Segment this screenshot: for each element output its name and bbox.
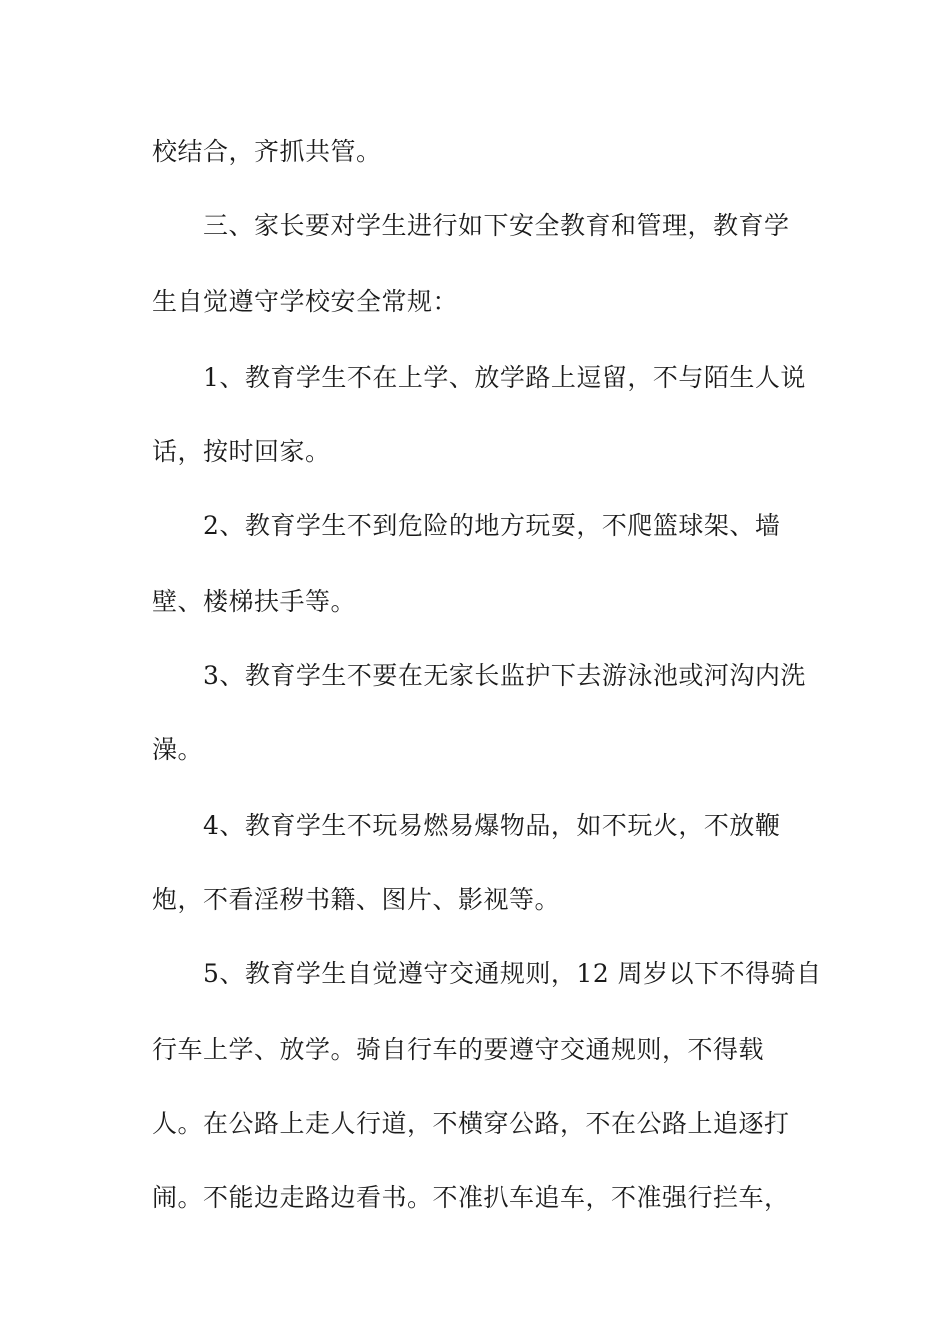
text-line: 校结合，齐抓共管。 [152,137,382,166]
list-item-2: 2、教育学生不到危险的地方玩耍，不爬篮球架、墙 [203,511,781,540]
text-line: 人。在公路上走人行道，不横穿公路，不在公路上追逐打 [152,1109,790,1138]
text-line: 行车上学、放学。骑自行车的要遵守交通规则，不得载 [152,1035,765,1064]
text-line: 炮，不看淫秽书籍、图片、影视等。 [152,885,561,914]
text-line: 闹。不能边走路边看书。不准扒车追车，不准强行拦车， [152,1183,790,1212]
list-item-5: 5、教育学生自觉遵守交通规则，12 周岁以下不得骑自 [203,959,822,988]
list-item-1: 1、教育学生不在上学、放学路上逗留，不与陌生人说 [203,363,806,392]
list-item-3: 3、教育学生不要在无家长监护下去游泳池或河沟内洗 [203,661,806,690]
text-line: 生自觉遵守学校安全常规： [152,287,459,316]
list-item-4: 4、教育学生不玩易燃易爆物品，如不玩火，不放鞭 [203,811,781,840]
text-line: 话，按时回家。 [152,437,331,466]
text-line: 壁、楼梯扶手等。 [152,587,357,616]
text-line: 澡。 [152,735,204,764]
section-heading: 三、家长要对学生进行如下安全教育和管理，教育学 [203,211,790,240]
